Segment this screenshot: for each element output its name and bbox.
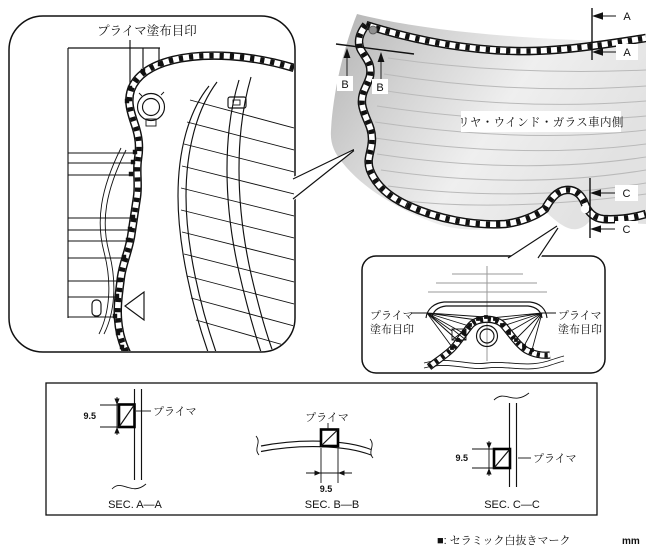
lower-center-detail-callout: [362, 225, 605, 373]
legend-ceramic-mark-note: ■: セラミック白抜きマーク: [437, 535, 571, 547]
center-left-primer-label-line1: プライマ: [370, 310, 414, 322]
section-a-dimension: 9.5: [83, 411, 96, 421]
section-views-panel: [46, 383, 597, 515]
stud-dot: [369, 26, 377, 34]
section-b-title: SEC. B—B: [304, 499, 360, 511]
legend: [437, 533, 640, 547]
section-views-border: [46, 383, 597, 515]
corner-detail-callout: [9, 16, 356, 353]
section-a-title: SEC. A—A: [108, 499, 162, 511]
section-b-letter-left: B: [341, 79, 349, 91]
rear-glass-overview: [331, 8, 646, 238]
section-b-letter-right: B: [376, 82, 384, 94]
section-b-primer-label: プライマ: [305, 412, 349, 424]
section-marker-a: [592, 8, 638, 60]
section-c-primer-label: プライマ: [533, 453, 577, 465]
legend-unit-label: mm: [622, 536, 640, 547]
section-c-title: SEC. C—C: [484, 499, 540, 511]
center-left-primer-label-line2: 塗布目印: [370, 324, 414, 336]
glass-inner-side-label: リヤ・ウインド・ガラス車内側: [458, 117, 624, 129]
section-b-dimension: 9.5: [319, 484, 333, 494]
section-a-letter-top: A: [623, 11, 631, 23]
locator-hole: [581, 205, 589, 213]
section-c-letter-top: C: [622, 188, 631, 200]
section-a-letter-bottom: A: [623, 47, 631, 59]
primer-mark-label: プライマ塗布目印: [97, 24, 197, 38]
center-right-primer-label-line2: 塗布目印: [558, 324, 602, 336]
center-right-primer-label-line1: プライマ: [558, 310, 602, 322]
section-c-letter-bottom: C: [622, 224, 631, 236]
section-a-primer-label: プライマ: [153, 406, 197, 418]
section-c-dimension: 9.5: [455, 453, 468, 463]
